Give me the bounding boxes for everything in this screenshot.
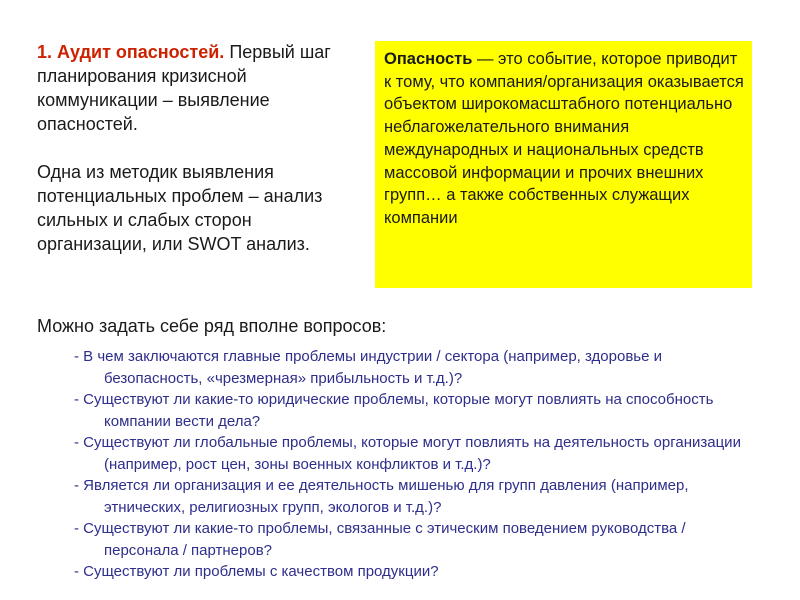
- question-item: - В чем заключаются главные проблемы индустрии / сектора (например, здоровье и безопасность, «чрезмерная» прибыльность и т.д.)?: [74, 348, 663, 387]
- method-paragraph: Одна из методик выявления потенциальных проблем – анализ сильных и слабых сторон организации, или SWOT анализ.: [37, 162, 323, 254]
- question-item: - Существуют ли проблемы с качеством продукции?: [74, 563, 439, 580]
- question-item: - Существуют ли глобальные проблемы, которые могут повлиять на деятельность организации (например, рост цен, зоны военных конфликтов и т.д.)?: [74, 434, 741, 473]
- question-item: - Является ли организация и ее деятельность мишенью для групп давления (например, этнических, религиозных групп, экологов и т.д.)?: [74, 477, 689, 516]
- questions-intro: Можно задать себе ряд вполне вопросов:: [37, 316, 387, 336]
- question-item: - Существуют ли какие-то проблемы, связанные с этическим поведением руководства / персонала / партнеров?: [74, 520, 686, 559]
- section-heading-rest: Первый шаг планирования кризисной коммуникации – выявление опасностей.: [37, 42, 331, 134]
- section-heading: 1. Аудит опасностей.: [37, 42, 225, 62]
- questions-list: [74, 346, 764, 583]
- definition-text: — это событие, которое приводит к тому, что компания/организация оказывается объектом широкомасштабного потенциально неблагожелательного внимания международных и национальных средств массовой информации и прочих внешних групп… а также собственных служащих компании: [384, 50, 744, 227]
- intro-block: [37, 40, 357, 256]
- definition-term: Опасность: [384, 50, 473, 68]
- definition-box: [375, 41, 752, 288]
- intro-paragraph: [37, 40, 357, 136]
- question-item: - Существуют ли какие-то юридические проблемы, которые могут повлиять на способность компании вести дела?: [74, 391, 714, 430]
